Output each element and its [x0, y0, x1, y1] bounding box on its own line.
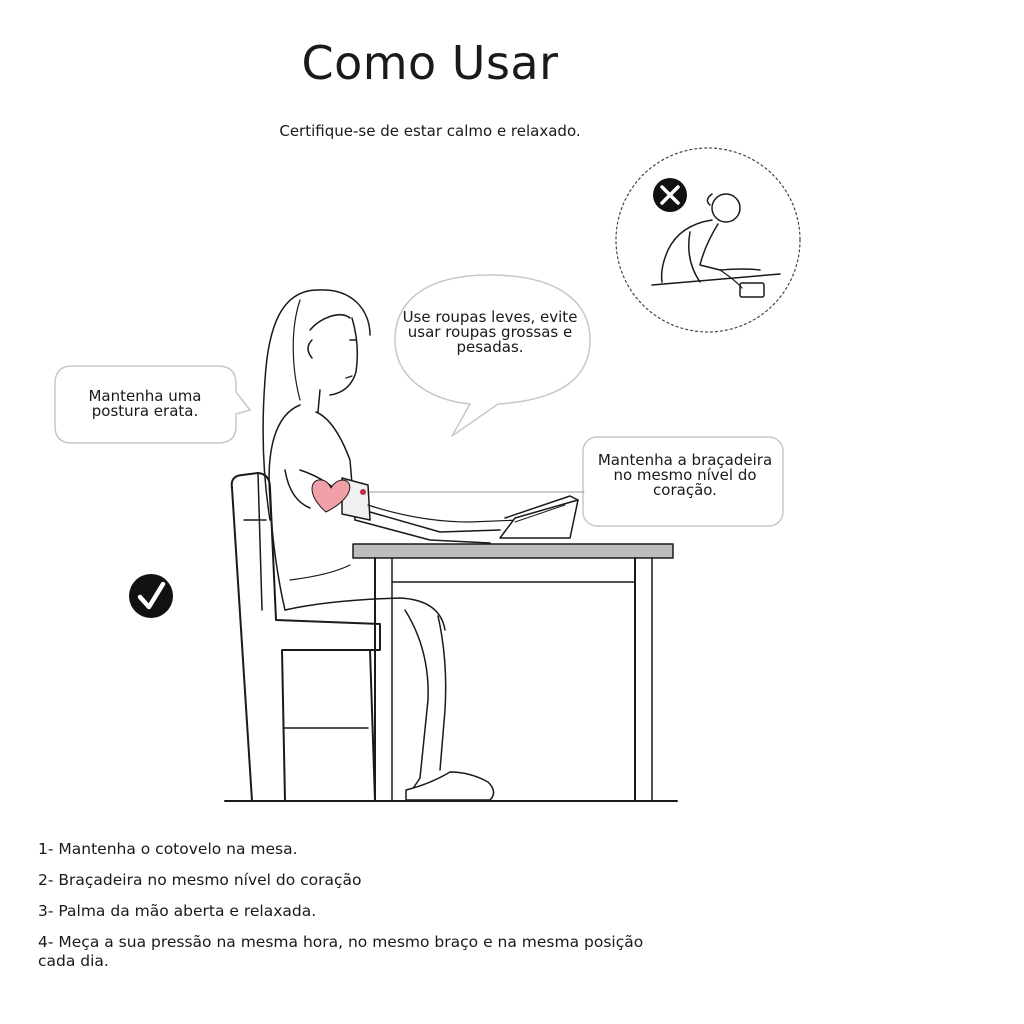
instructions-list — [38, 840, 658, 983]
x-circle-icon — [653, 178, 687, 212]
cuff-dot — [360, 489, 366, 495]
blood-pressure-monitor — [500, 496, 578, 538]
wrong-posture-illustration — [616, 148, 800, 332]
table — [353, 544, 673, 801]
instruction-item: 3- Palma da mão aberta e relaxada. — [38, 902, 317, 920]
cuff-tip: Mantenha a braçadeira no mesmo nível do coração. — [597, 451, 773, 499]
instruction-item: 4- Meça a sua pressão na mesma hora, no mesmo braço e na mesma posição cada dia. — [38, 933, 644, 970]
chair — [232, 473, 380, 801]
clothes-tip: Use roupas leves, evite usar roupas grossas e pesadas. — [402, 308, 578, 356]
posture-tip: Mantenha uma postura erata. — [88, 387, 202, 420]
instruction-item: 1- Mantenha o cotovelo na mesa. — [38, 840, 298, 858]
page-title: Como Usar — [301, 36, 559, 90]
check-circle-icon — [129, 574, 173, 618]
page-subtitle: Certifique-se de estar calmo e relaxado. — [279, 122, 581, 140]
instruction-item: 2- Braçadeira no mesmo nível do coração — [38, 871, 362, 889]
